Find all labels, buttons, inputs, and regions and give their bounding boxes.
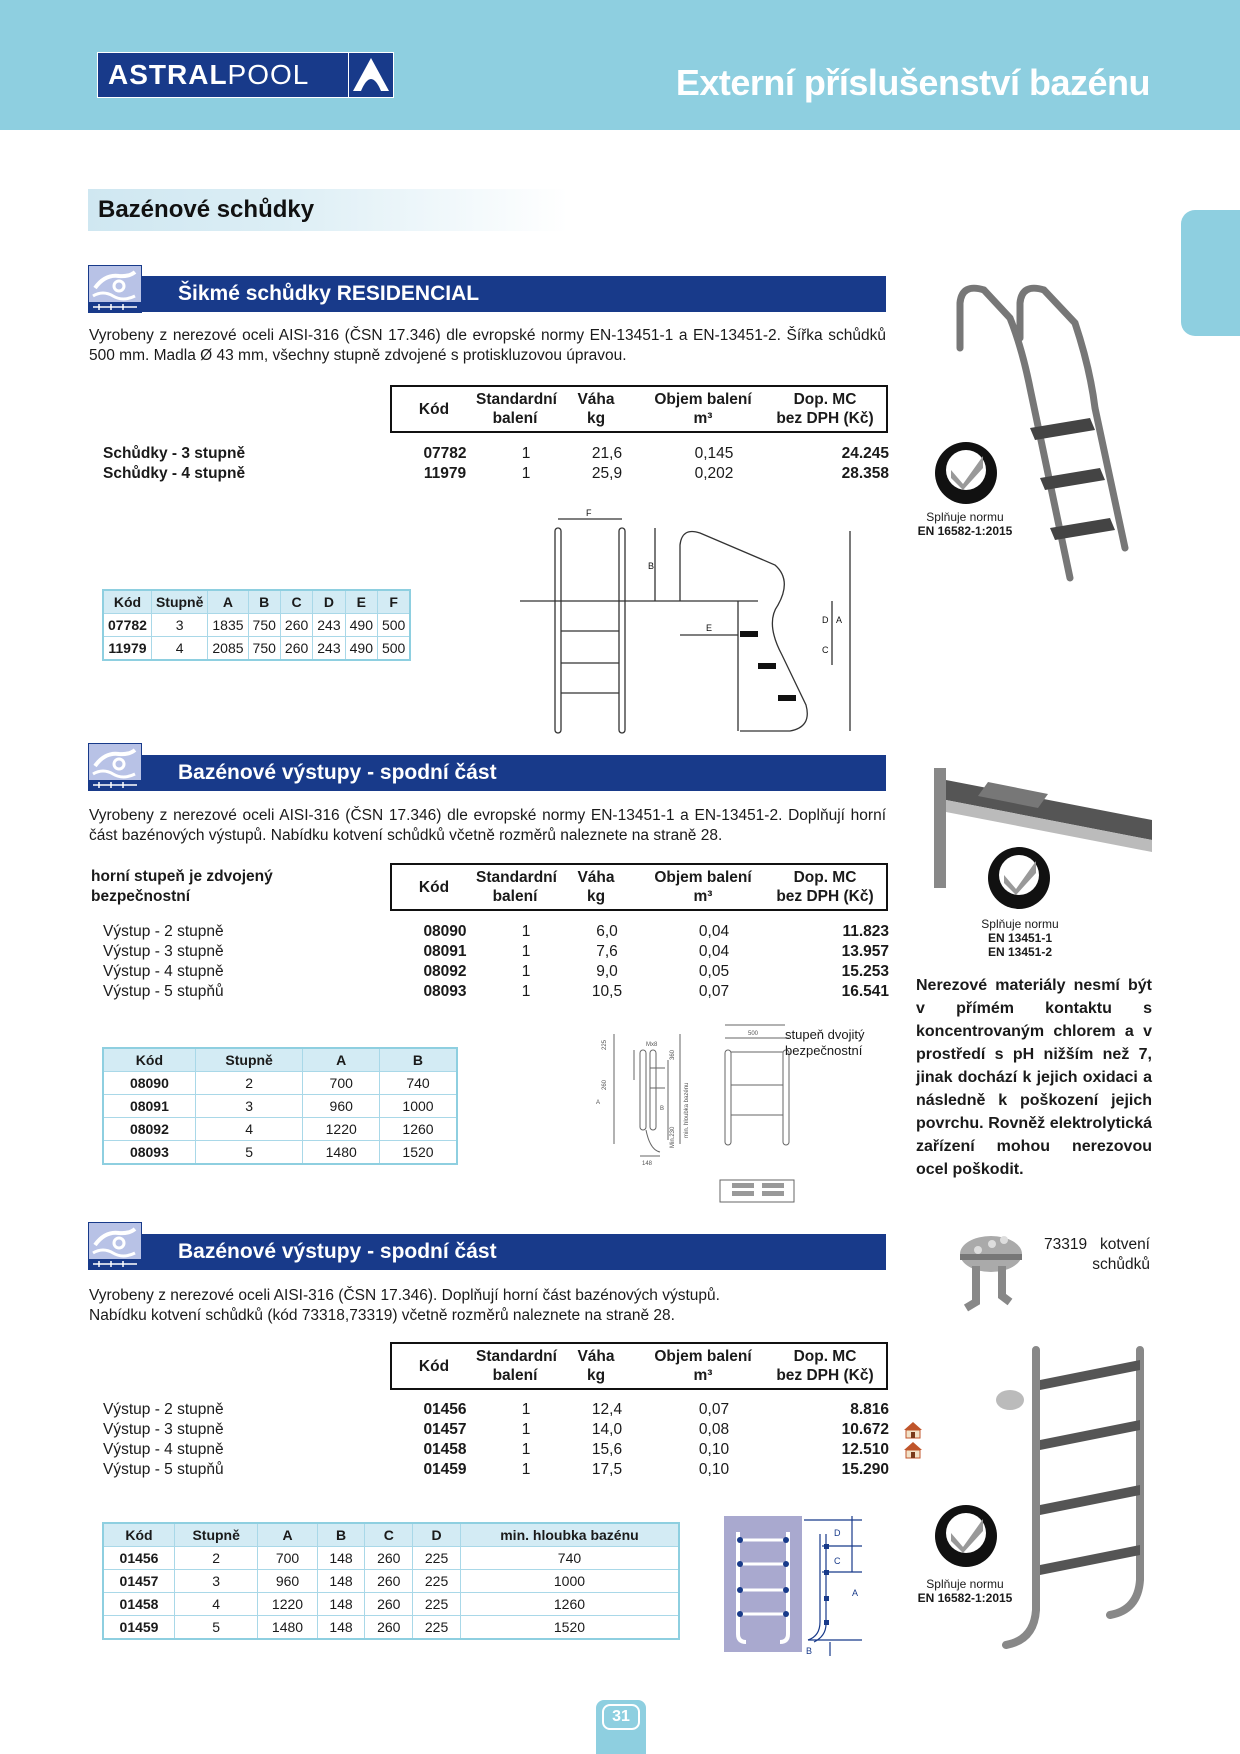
dim-cell: 960 <box>303 1095 380 1118</box>
dim-cell: 4 <box>151 637 207 661</box>
dim-label-360: 360 <box>670 1049 676 1060</box>
product-row <box>103 922 889 942</box>
cell-c2: 1 <box>521 445 531 462</box>
cell-c3: 10,5 <box>591 983 623 1000</box>
dim-cell: 01457 <box>103 1570 175 1593</box>
page-number-tab <box>596 1700 646 1754</box>
product-row <box>103 942 889 962</box>
col-vaha-l1: Váha <box>577 869 615 886</box>
col-obj-l2: m³ <box>693 1367 713 1384</box>
ladder-diagram-exit-2 <box>722 1512 862 1656</box>
product-row <box>103 464 889 484</box>
dim-cell: 490 <box>345 614 377 637</box>
col-std-l1: Standardní <box>476 391 557 408</box>
product-rows <box>103 444 889 484</box>
product-table-header <box>390 385 888 433</box>
dim-cell: 1520 <box>460 1616 679 1640</box>
cell-c3: 21,6 <box>591 445 623 462</box>
col-obj-l2: m³ <box>693 410 713 427</box>
anchor-code: 73319 <box>1043 1236 1088 1253</box>
dim-cell: 07782 <box>103 614 151 637</box>
dim-row <box>103 1570 679 1593</box>
cell-name: Výstup - 5 stupňů <box>103 1461 224 1478</box>
col-std-l2: balení <box>492 888 538 905</box>
badge-norm: EN 16582-1:2015 <box>917 1591 1013 1605</box>
cell-c4: 0,202 <box>694 465 734 482</box>
col-dop-l1: Dop. MC <box>793 1348 857 1365</box>
dim-cell: 960 <box>258 1570 317 1593</box>
dim-label-500: 500 <box>748 1031 759 1037</box>
cell-c4: 0,04 <box>698 943 730 960</box>
double-step-line-1: stupeň dvojitý <box>785 1027 865 1042</box>
cell-c5: 15.290 <box>841 1461 889 1478</box>
section-title: Bazénové schůdky <box>98 196 315 223</box>
note-line-2: bezpečnostní <box>91 888 191 905</box>
dim-label-225: 225 <box>602 1039 608 1050</box>
dim-label-f: F <box>586 508 592 518</box>
product-rows <box>103 922 889 1002</box>
dim-row <box>103 614 410 637</box>
badge-caption: Splňuje normu <box>926 510 1004 524</box>
cell-c1: 01456 <box>423 1401 467 1418</box>
dim-cell: 260 <box>365 1593 413 1616</box>
dim-header-cell: A <box>258 1523 317 1547</box>
col-vaha-l2: kg <box>586 410 606 427</box>
col-std-l2: balení <box>492 410 538 427</box>
col-dop-l2: bez DPH (Kč) <box>776 1367 874 1384</box>
col-obj-l1: Objem balení <box>654 1348 752 1365</box>
subsection-header-3 <box>142 1234 886 1270</box>
cell-c4: 0,07 <box>698 1401 730 1418</box>
col-vaha-l2: kg <box>586 1367 606 1384</box>
cell-c5: 15.253 <box>841 963 889 980</box>
col-obj-l1: Objem balení <box>654 391 752 408</box>
product-row <box>103 962 889 982</box>
anchor-caption <box>1035 1235 1150 1275</box>
cell-c4: 0,10 <box>698 1441 730 1458</box>
dim-label-b: B <box>660 1106 665 1112</box>
cell-name: Výstup - 5 stupňů <box>103 983 224 1000</box>
cell-c3: 17,5 <box>591 1461 623 1478</box>
cell-c5: 16.541 <box>841 983 889 1000</box>
cell-c5: 10.672 <box>841 1421 889 1438</box>
cell-c1: 11979 <box>423 465 467 482</box>
dim-cell: 225 <box>413 1593 461 1616</box>
dim-cell: 225 <box>413 1547 461 1570</box>
dim-cell: 08091 <box>103 1095 195 1118</box>
dim-header-cell: F <box>377 590 410 614</box>
dim-label-a: A <box>836 615 843 625</box>
dim-row <box>103 1072 457 1095</box>
col-dop-l2: bez DPH (Kč) <box>776 410 874 427</box>
dim-row <box>103 1593 679 1616</box>
subsection-title: Bazénové výstupy - spodní část <box>178 761 497 784</box>
top-step-note <box>91 867 273 907</box>
product-row <box>103 1400 889 1420</box>
cell-c2: 1 <box>521 1421 531 1438</box>
cell-c3: 14,0 <box>591 1421 623 1438</box>
badge-caption-3 <box>905 1577 1025 1605</box>
cell-name: Výstup - 4 stupně <box>103 1441 224 1458</box>
dim-cell: 2085 <box>208 637 248 661</box>
dim-cell: 700 <box>258 1547 317 1570</box>
logo-text-light: POOL <box>227 59 310 90</box>
cell-c3: 12,4 <box>591 1401 623 1418</box>
badge-caption-2 <box>960 917 1080 959</box>
dim-cell: 750 <box>248 637 280 661</box>
dimension-table-3 <box>102 1522 680 1640</box>
cell-c1: 07782 <box>423 445 467 462</box>
cell-c1: 08092 <box>423 963 467 980</box>
page-title: Externí příslušenství bazénu <box>675 62 1150 103</box>
subsection-title: Šikmé schůdky RESIDENCIAL <box>178 282 480 305</box>
cell-name: Výstup - 4 stupně <box>103 963 224 980</box>
dim-label-d: D <box>822 615 829 625</box>
dim-label-e: E <box>706 623 713 633</box>
cell-name: Výstup - 3 stupně <box>103 1421 224 1438</box>
dim-cell: 08090 <box>103 1072 195 1095</box>
badge-norm-1: EN 13451-1 <box>987 931 1053 945</box>
dim-cell: 740 <box>379 1072 457 1095</box>
note-line-1: horní stupeň je zdvojený <box>91 868 273 885</box>
dim-cell: 1835 <box>208 614 248 637</box>
subsection-description: Vyrobeny z nerezové oceli AISI-316 (ČSN 17.346) dle evropské normy EN-13451-1 a EN-13451-2. Šířka schůdků 500 mm. Madla Ø 43 mm, všechny stupně zdvojené s protiskluzovou úpravou. <box>89 327 886 364</box>
dim-header-cell: A <box>303 1048 380 1072</box>
cell-c5: 24.245 <box>841 445 889 462</box>
double-step-note <box>785 1027 865 1059</box>
cell-c3: 25,9 <box>591 465 623 482</box>
cell-c4: 0,10 <box>698 1461 730 1478</box>
dim-label-a: A <box>852 1588 859 1598</box>
cell-c1: 01459 <box>423 1461 467 1478</box>
subsection-header-2 <box>142 755 886 791</box>
cell-c2: 1 <box>521 943 531 960</box>
dim-label-min230: Min.230 <box>670 1126 676 1148</box>
product-row <box>103 982 889 1002</box>
swimmer-icon <box>88 265 142 313</box>
dim-cell: 260 <box>365 1547 413 1570</box>
dim-header-cell: D <box>313 590 345 614</box>
home-icon <box>903 1441 923 1459</box>
dim-cell: 260 <box>365 1616 413 1640</box>
cell-c2: 1 <box>521 923 531 940</box>
dim-cell: 1480 <box>303 1141 380 1165</box>
dim-cell: 01458 <box>103 1593 175 1616</box>
cell-c4: 0,145 <box>694 445 734 462</box>
dim-label-d: D <box>834 1528 841 1538</box>
subsection-header-1 <box>142 276 886 312</box>
cell-name: Výstup - 3 stupně <box>103 943 224 960</box>
dim-header-cell: Stupně <box>151 590 207 614</box>
dim-row <box>103 1095 457 1118</box>
cell-c3: 9,0 <box>596 963 618 980</box>
dim-cell: 5 <box>175 1616 258 1640</box>
dim-header-cell: Kód <box>103 590 151 614</box>
product-rows <box>103 1400 889 1480</box>
dim-header-cell: E <box>345 590 377 614</box>
dim-cell: 2 <box>175 1547 258 1570</box>
col-dop-l1: Dop. MC <box>793 391 857 408</box>
dim-label-c: C <box>822 645 829 655</box>
cell-c1: 01457 <box>423 1421 467 1438</box>
product-row <box>103 1420 889 1440</box>
cell-name: Schůdky - 4 stupně <box>103 465 246 482</box>
cell-c5: 11.823 <box>842 923 889 940</box>
cell-c1: 08093 <box>423 983 467 1000</box>
col-vaha-l2: kg <box>586 888 606 905</box>
dim-cell: 01456 <box>103 1547 175 1570</box>
cell-c4: 0,07 <box>698 983 730 1000</box>
dim-cell: 4 <box>175 1593 258 1616</box>
dim-cell: 148 <box>317 1593 365 1616</box>
subsection-description: Vyrobeny z nerezové oceli AISI-316 (ČSN 17.346) dle evropské normy EN-13451-1 a EN-13451-2. Doplňují horní část bazénových výstupů. Nabídku kotvení schůdků včetně rozměrů naleznete na straně 28. <box>89 807 886 844</box>
cell-name: Výstup - 2 stupně <box>103 1401 224 1418</box>
dim-header-cell: Stupně <box>175 1523 258 1547</box>
product-row <box>103 1440 889 1460</box>
home-icon <box>903 1421 923 1439</box>
cell-c4: 0,08 <box>698 1421 730 1438</box>
dim-header-cell: Stupně <box>195 1048 303 1072</box>
dim-header-cell: B <box>317 1523 365 1547</box>
col-dop-l1: Dop. MC <box>793 869 857 886</box>
subsection-title: Bazénové výstupy - spodní část <box>178 1240 497 1263</box>
dim-label-148: 148 <box>642 1161 653 1167</box>
cell-c3: 7,6 <box>596 943 618 960</box>
badge-norm-2: EN 13451-2 <box>987 945 1053 959</box>
dim-header-cell: min. hloubka bazénu <box>460 1523 679 1547</box>
cell-c5: 12.510 <box>841 1441 889 1458</box>
product-table-header <box>390 1342 888 1390</box>
badge-caption: Splňuje normu <box>981 917 1059 931</box>
dim-cell: 148 <box>317 1616 365 1640</box>
dim-cell: 260 <box>280 614 312 637</box>
dim-cell: 750 <box>248 614 280 637</box>
product-table-header <box>390 863 888 911</box>
dim-cell: 1000 <box>460 1570 679 1593</box>
dim-row <box>103 1616 679 1640</box>
certification-badge-icon <box>933 440 999 506</box>
cell-c3: 15,6 <box>591 1441 623 1458</box>
col-vaha-l1: Váha <box>577 1348 615 1365</box>
ladder-diagram-residencial <box>520 505 860 735</box>
dim-cell: 243 <box>313 614 345 637</box>
dim-row <box>103 637 410 661</box>
dim-cell: 260 <box>365 1570 413 1593</box>
dim-cell: 1220 <box>303 1118 380 1141</box>
cell-c5: 13.957 <box>841 943 889 960</box>
col-dop-l2: bez DPH (Kč) <box>776 888 874 905</box>
cell-name: Schůdky - 3 stupně <box>103 445 246 462</box>
dim-cell: 08093 <box>103 1141 195 1165</box>
cell-c2: 1 <box>521 1441 531 1458</box>
certification-badge-icon <box>986 845 1052 911</box>
dim-header-cell: C <box>365 1523 413 1547</box>
dim-cell: 148 <box>317 1547 365 1570</box>
dim-label-b: B <box>806 1646 813 1656</box>
dim-header-cell: B <box>248 590 280 614</box>
cell-c2: 1 <box>521 465 531 482</box>
cell-c5: 8.816 <box>850 1401 889 1418</box>
col-kod: Kód <box>418 400 450 418</box>
dim-cell: 08092 <box>103 1118 195 1141</box>
cell-c5: 28.358 <box>841 465 889 482</box>
cell-c2: 1 <box>521 983 531 1000</box>
product-row <box>103 1460 889 1480</box>
dim-label-260: 260 <box>602 1079 608 1090</box>
dim-header-cell: A <box>208 590 248 614</box>
dim-label-b: B <box>648 561 655 571</box>
dim-header-cell: B <box>379 1048 457 1072</box>
dim-cell: 5 <box>195 1141 303 1165</box>
ladder-photo-exit <box>980 1340 1150 1660</box>
description-line-1: Vyrobeny z nerezové oceli AISI-316 (ČSN 17.346). Doplňují horní část bazénových výstupů. <box>89 1287 720 1304</box>
dim-cell: 700 <box>303 1072 380 1095</box>
dim-cell: 225 <box>413 1616 461 1640</box>
col-std-l1: Standardní <box>476 869 557 886</box>
col-obj-l2: m³ <box>693 888 713 905</box>
dim-cell: 490 <box>345 637 377 661</box>
dim-cell: 3 <box>175 1570 258 1593</box>
dim-cell: 1260 <box>379 1118 457 1141</box>
dim-cell: 225 <box>413 1570 461 1593</box>
dim-cell: 2 <box>195 1072 303 1095</box>
cell-c1: 01458 <box>423 1441 467 1458</box>
dim-cell: 1000 <box>379 1095 457 1118</box>
dim-header-cell: Kód <box>103 1048 195 1072</box>
cell-c2: 1 <box>521 963 531 980</box>
page-number: 31 <box>602 1704 640 1730</box>
cell-c3: 6,0 <box>596 923 618 940</box>
cell-c1: 08091 <box>423 943 467 960</box>
description-line-2: Nabídku kotvení schůdků (kód 73318,73319) včetně rozměrů naleznete na straně 28. <box>89 1307 675 1324</box>
cell-c4: 0,05 <box>698 963 730 980</box>
anchor-label-1: kotvení <box>1100 1236 1150 1253</box>
dim-header-cell: D <box>413 1523 461 1547</box>
anchor-label-2: schůdků <box>1092 1256 1150 1273</box>
dim-row <box>103 1141 457 1165</box>
col-kod: Kód <box>418 878 450 896</box>
astralpool-logo <box>97 52 394 98</box>
badge-caption: Splňuje normu <box>926 1577 1004 1591</box>
cell-c2: 1 <box>521 1461 531 1478</box>
dim-label-c: C <box>834 1556 841 1566</box>
col-std-l1: Standardní <box>476 1348 557 1365</box>
dim-cell: 11979 <box>103 637 151 661</box>
dim-cell: 148 <box>317 1570 365 1593</box>
dim-cell: 4 <box>195 1118 303 1141</box>
swimmer-icon <box>88 1222 142 1270</box>
dim-cell: 243 <box>313 637 345 661</box>
double-step-line-2: bezpečnostní <box>785 1043 863 1058</box>
dim-header-cell: C <box>280 590 312 614</box>
badge-caption-1 <box>905 510 1025 538</box>
cell-c1: 08090 <box>423 923 467 940</box>
dim-cell: 1220 <box>258 1593 317 1616</box>
col-kod: Kód <box>418 1357 450 1375</box>
logo-text-bold: ASTRAL <box>108 59 228 90</box>
dim-cell: 01459 <box>103 1616 175 1640</box>
col-vaha-l1: Váha <box>577 391 615 408</box>
dim-cell: 3 <box>151 614 207 637</box>
dimension-table-2 <box>102 1047 458 1165</box>
dim-cell: 260 <box>280 637 312 661</box>
dim-label-a: A <box>596 1100 601 1106</box>
swimmer-icon <box>88 743 142 791</box>
subsection-description <box>89 1286 886 1326</box>
cell-c2: 1 <box>521 1401 531 1418</box>
dim-cell: 1260 <box>460 1593 679 1616</box>
cell-name: Výstup - 2 stupně <box>103 923 224 940</box>
dim-label-depth: min. hloubka bazénu <box>684 1082 690 1138</box>
badge-norm: EN 16582-1:2015 <box>917 524 1013 538</box>
ladder-photo-residencial <box>950 278 1150 588</box>
dim-cell: 1520 <box>379 1141 457 1165</box>
dim-row <box>103 1547 679 1570</box>
dim-cell: 740 <box>460 1547 679 1570</box>
dim-label-mx8: Mx8 <box>646 1042 658 1048</box>
dim-cell: 1480 <box>258 1616 317 1640</box>
dim-cell: 3 <box>195 1095 303 1118</box>
dimension-table-1 <box>102 589 411 661</box>
logo-mark-icon <box>348 53 393 97</box>
dim-cell: 500 <box>377 637 410 661</box>
certification-badge-icon <box>933 1503 999 1569</box>
col-std-l2: balení <box>492 1367 538 1384</box>
dim-cell: 500 <box>377 614 410 637</box>
dim-row <box>103 1118 457 1141</box>
product-row <box>103 444 889 464</box>
side-tab <box>1181 210 1240 336</box>
dim-header-cell: Kód <box>103 1523 175 1547</box>
anchor-photo <box>958 1232 1024 1316</box>
col-obj-l1: Objem balení <box>654 869 752 886</box>
cell-c4: 0,04 <box>698 923 730 940</box>
warning-text: Nerezové materiály nesmí být v přímém kontaktu s koncentrovaným chlorem a v prostředí s pH nižším než 7, jinak dochází k jejich oxidaci a následně k poškození jejich povrchu. Rovněž elektrolytická zařízení mohou nerezovou ocel poškodit. <box>916 977 1152 1178</box>
